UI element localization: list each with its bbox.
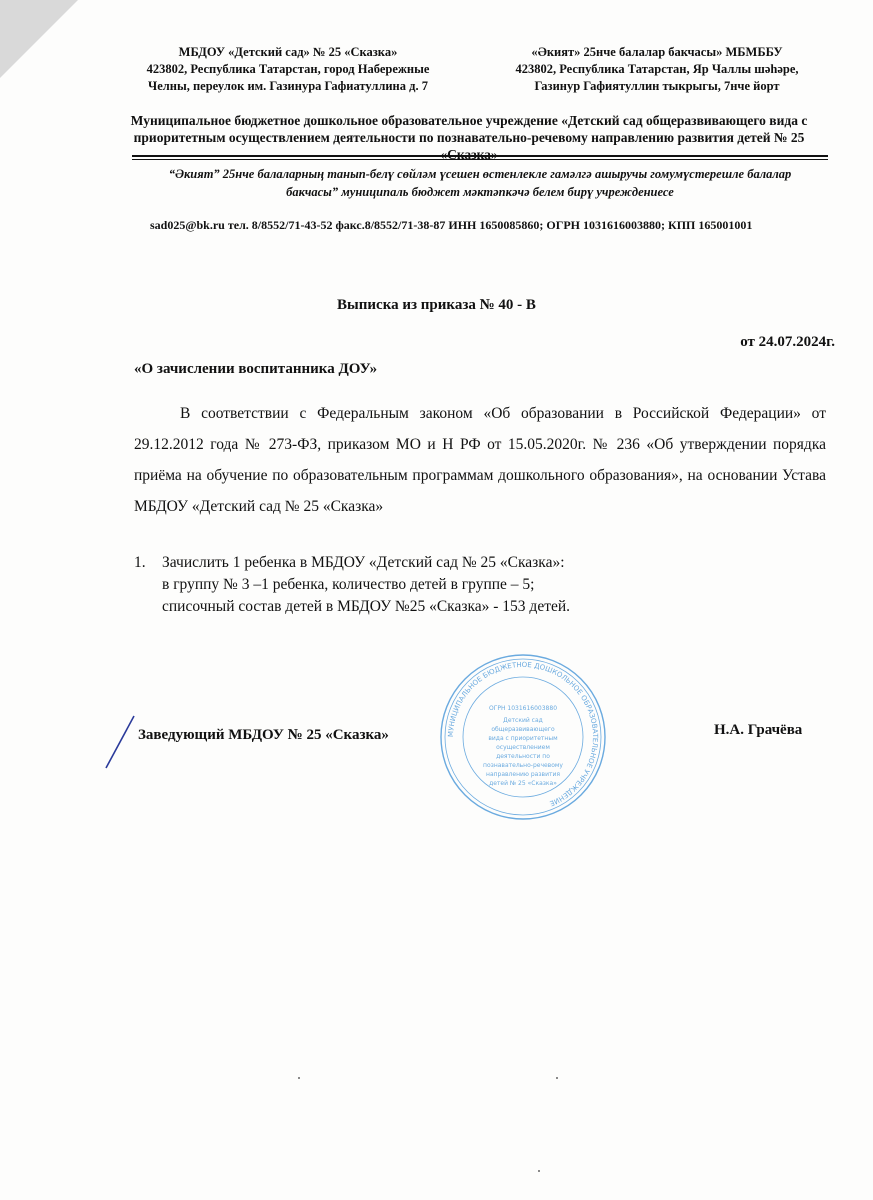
header-left-line: Челны, переулок им. Газинура Гафиатуллина д. 7 (148, 79, 428, 93)
official-stamp (438, 652, 608, 822)
list-item-number: 1. (134, 554, 146, 571)
header-left-line: МБДОУ «Детский сад» № 25 «Сказка» (178, 45, 398, 59)
svg-text:деятельности по: деятельности по (496, 753, 550, 760)
document-subject: «О зачислении воспитанника ДОУ» (134, 361, 378, 377)
list-item-line: списочный состав детей в МБДОУ №25 «Сказка» - 153 детей. (162, 598, 571, 615)
header-left-line: 423802, Республика Татарстан, город Набережные (146, 62, 430, 76)
folded-corner (0, 0, 78, 78)
svg-text:детей № 25 «Сказка»: детей № 25 «Сказка» (489, 780, 557, 787)
organization-full-name: Муниципальное бюджетное дошкольное образовательное учреждение «Детский сад общеразвивающего вида с приоритетным осуществлением деятельности по познавательно-речевому направлению развития детей № 25 (130, 113, 808, 145)
header-right-line: «Әкият» 25нче балалар бакчасы» МБМББУ (531, 45, 783, 59)
list-item-line: Зачислить 1 ребенка в МБДОУ «Детский сад № 25 «Сказка»: (162, 554, 565, 571)
svg-text:Детский сад: Детский сад (503, 717, 543, 724)
scan-speck (298, 1077, 300, 1079)
document-body: В соответствии с Федеральным законом «Об образовании в Российской Федерации» от 29.12.2012 года № 273-ФЗ, приказом МО и Н РФ от 15.05.2020г. № 236 «Об утверждении порядка приёма на обучение по образовательным программам дошкольного образования», на основании Устава МБДОУ «Детский сад № 25 «Сказка» (134, 405, 826, 515)
svg-text:осуществлением: осуществлением (496, 744, 550, 751)
header-right-block (492, 44, 822, 95)
svg-text:вида с приоритетным: вида с приоритетным (488, 735, 558, 742)
document-title: Выписка из приказа № 40 - В (337, 297, 536, 313)
signatory-position: Заведующий МБДОУ № 25 «Сказка» (138, 727, 389, 743)
organization-tatar-name: “Әкият” 25нче балаларның танып-белү сөйләм үсешен өстенлекле гамәлгә ашыручы гомумүстерешле балалар бакчасы” муниципаль бюджет мәктәпкәчә белем бирү учреждениесе (168, 167, 792, 199)
handwritten-signature (100, 712, 140, 772)
svg-text:общеразвивающего: общеразвивающего (491, 726, 555, 733)
header-divider-thick (132, 155, 828, 157)
header-left-block (118, 44, 458, 95)
svg-text:направлению развития: направлению развития (486, 771, 560, 778)
svg-text:познавательно-речевому: познавательно-речевому (483, 762, 563, 769)
header-divider-thin (132, 159, 828, 160)
document-date: от 24.07.2024г. (740, 334, 835, 350)
header-right-line: 423802, Республика Татарстан, Яр Чаллы шәһәре, (515, 62, 799, 76)
scan-speck (538, 1170, 540, 1172)
list-item-content (162, 552, 570, 618)
signatory-name: Н.А. Грачёва (714, 722, 803, 738)
contact-details: sad025@bk.ru тел. 8/8552/71-43-52 факс.8/8552/71-38-87 ИНН 1650085860; ОГРН 1031616003880; КПП 165001001 (150, 218, 753, 232)
svg-text:МУНИЦИПАЛЬНОЕ БЮДЖЕТНОЕ ДОШКОЛ: МУНИЦИПАЛЬНОЕ БЮДЖЕТНОЕ ДОШКОЛЬНОЕ ОБРАЗОВАТЕЛЬНОЕ УЧРЕЖДЕНИЕ (446, 660, 600, 808)
scan-speck (556, 1077, 558, 1079)
header-right-line: Газинур Гафиятуллин тыкрыгы, 7нче йорт (534, 79, 780, 93)
list-item-line: в группу № 3 –1 ребенка, количество детей в группе – 5; (162, 576, 535, 593)
svg-text:ОГРН 1031616003880: ОГРН 1031616003880 (488, 705, 558, 712)
